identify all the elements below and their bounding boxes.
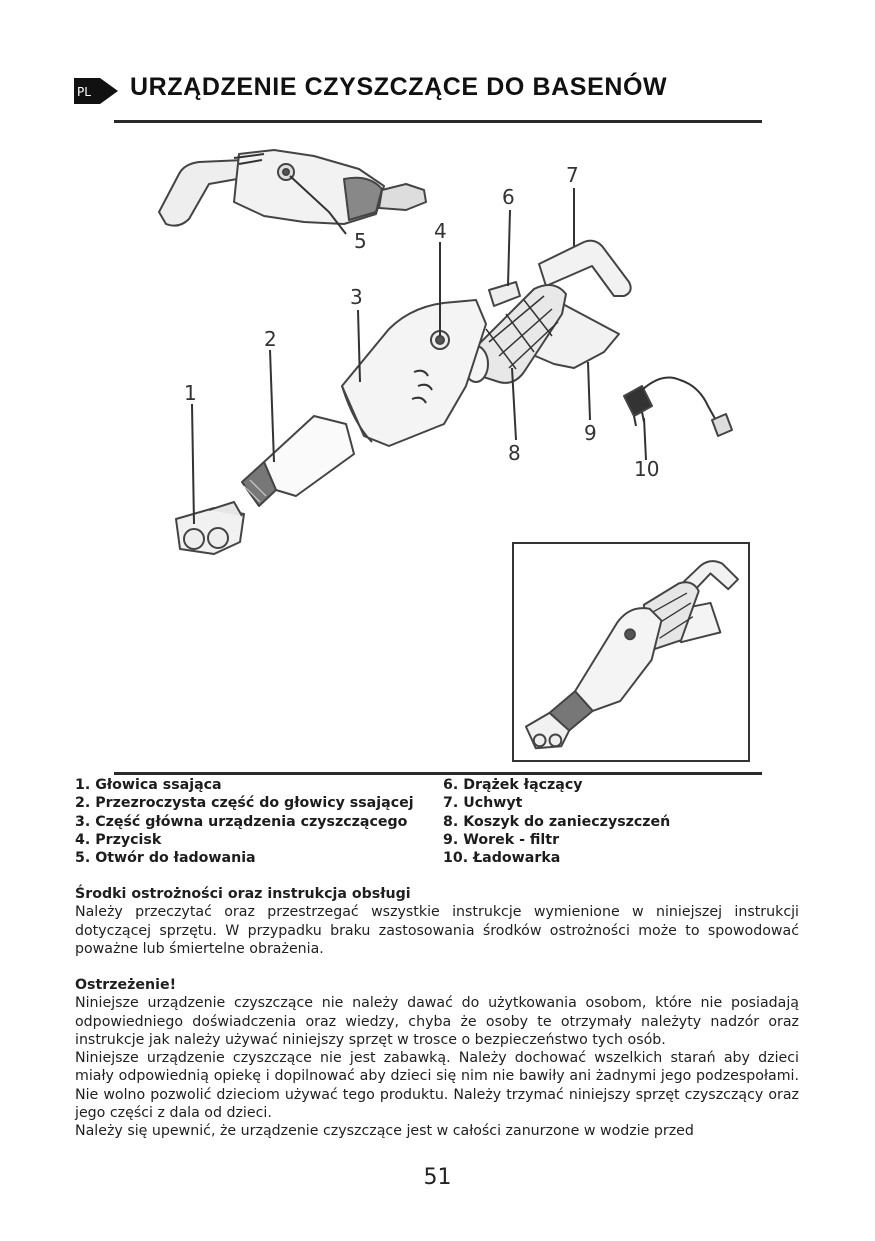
warning-section bbox=[75, 976, 799, 1141]
list-item: 4. Przycisk bbox=[75, 831, 162, 848]
charger-sketch bbox=[624, 378, 732, 436]
safety-paragraph: Należy przeczytać oraz przestrzegać wszystkie instrukcje wymienione w niniejszej instrukcji dotyczącej sprzętu. W przypadku braku zastosowania środków ostrożności może to spowodować poważne lub śmiertelne obrażenia. bbox=[75, 904, 799, 957]
page-number: 51 bbox=[423, 1165, 452, 1190]
language-badge bbox=[74, 78, 118, 104]
main-body-sketch bbox=[342, 300, 486, 446]
callout-8: 8 bbox=[508, 441, 521, 465]
callout-9: 9 bbox=[584, 421, 597, 445]
callout-1: 1 bbox=[184, 381, 197, 405]
bottom-divider bbox=[114, 772, 762, 775]
callout-4: 4 bbox=[434, 219, 447, 243]
list-item: 8. Koszyk do zanieczyszczeń bbox=[443, 813, 671, 830]
warning-paragraph-3: Należy się upewnić, że urządzenie czyszczące jest w całości zanurzone w wodzie przed bbox=[75, 1123, 694, 1140]
list-item: 5. Otwór do ładowania bbox=[75, 850, 256, 867]
callout-6: 6 bbox=[502, 185, 515, 209]
callout-3: 3 bbox=[350, 285, 363, 309]
warning-paragraph-1: Niniejsze urządzenie czyszczące nie należy dawać do użytkowania osobom, które nie posiadają odpowiedniego doświadczenia oraz wiedzy, chyba że osoby te otrzymały należyty nadzór oraz instrukcje jak należy używać niniejszy sprzęt w trosce o bezpieczeństwo tych osób. bbox=[75, 995, 799, 1048]
list-item: 3. Część główna urządzenia czyszczącego bbox=[75, 813, 408, 830]
parts-list-right bbox=[443, 776, 670, 867]
page-title: URZĄDZENIE CZYSZCZĄCE DO BASENÓW bbox=[130, 73, 668, 101]
list-item: 2. Przezroczysta część do głowicy ssającej bbox=[75, 795, 414, 812]
callout-10: 10 bbox=[634, 457, 660, 481]
list-item: 10. Ładowarka bbox=[443, 850, 561, 867]
safety-section bbox=[75, 885, 799, 958]
suction-head-sketch bbox=[176, 502, 244, 554]
list-item: 9. Worek - filtr bbox=[443, 831, 560, 848]
callout-7: 7 bbox=[566, 163, 579, 187]
top-divider bbox=[114, 120, 762, 123]
warning-heading: Ostrzeżenie! bbox=[75, 977, 177, 993]
parts-list-left bbox=[75, 776, 414, 867]
connector-shaft-sketch bbox=[489, 282, 520, 306]
assembled-view-inset bbox=[512, 542, 750, 762]
assembled-cleaner-sketch bbox=[159, 150, 426, 226]
list-item: 7. Uchwyt bbox=[443, 795, 523, 812]
safety-heading: Środki ostrożności oraz instrukcja obsługi bbox=[75, 886, 411, 902]
list-item: 1. Głowica ssająca bbox=[75, 777, 222, 793]
callout-5: 5 bbox=[354, 229, 367, 253]
callout-2: 2 bbox=[264, 327, 277, 351]
language-code: PL bbox=[77, 85, 91, 99]
warning-paragraph-2: Niniejsze urządzenie czyszczące nie jest zabawką. Należy dochować wszelkich starań aby dzieci miały odpowiednią opiekę i dopilnować aby dzieci się nim nie bawiły ani żadnymi jego podzespołami. Nie wolno pozwolić dzieciom używać tego produktu. Należy trzymać niniejszy sprzęt czyszczący oraz jego części z dala od dzieci. bbox=[75, 1050, 799, 1122]
transparent-part-sketch bbox=[242, 416, 354, 506]
list-item: 6. Drążek łączący bbox=[443, 777, 583, 793]
